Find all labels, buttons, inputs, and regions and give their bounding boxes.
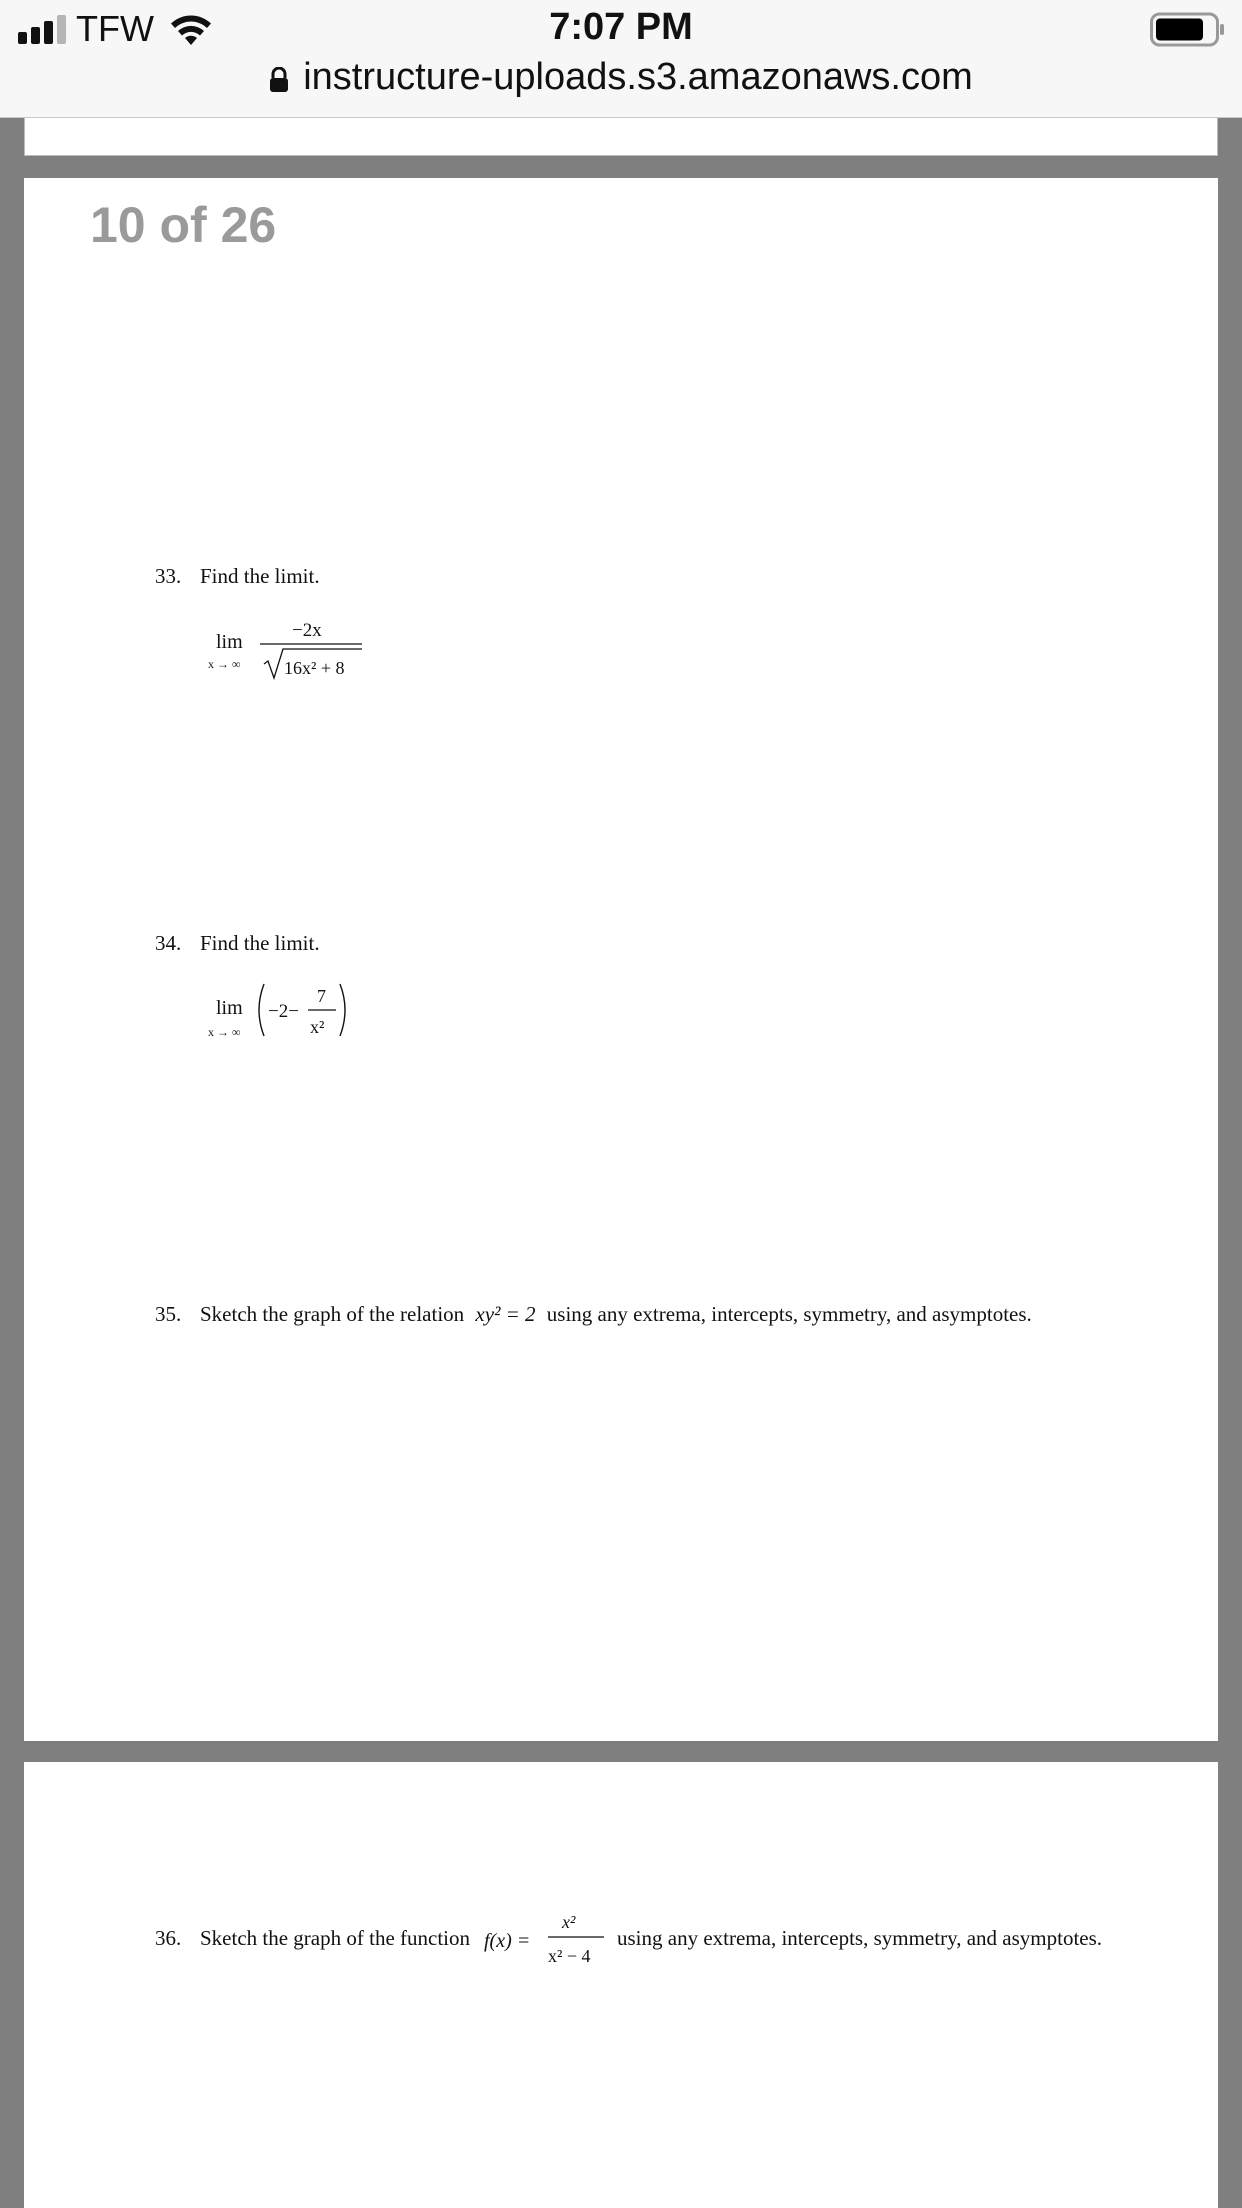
address-bar[interactable] [0,56,1242,103]
document-page [24,178,1218,1741]
lock-icon [269,60,289,103]
q34-lead: −2− [268,1001,299,1022]
question-35-text [200,1302,1032,1327]
q35-text-before: Sketch the graph of the relation [200,1302,465,1326]
url-text[interactable]: instructure-uploads.s3.amazonaws.com [303,56,973,98]
question-34-text: Find the limit. [200,931,320,955]
q33-numerator: −2x [292,620,322,641]
question-34-number: 34. [155,931,182,955]
question-35-number: 35. [155,1302,182,1326]
page-counter: 10 of 26 [90,197,277,253]
q33-radicand: 16x² + 8 [284,658,345,678]
question-33-number: 33. [155,564,182,588]
q34-denominator: x² [310,1017,325,1037]
q34-lim: lim [216,997,243,1019]
q33-lim: lim [216,631,243,653]
question-36-text-after: using any extrema, intercepts, symmetry, and asymptotes. [617,1926,1103,1950]
q35-text-after: using any extrema, intercepts, symmetry, and asymptotes. [546,1302,1032,1326]
q33-sub: x → ∞ [208,657,241,671]
status-bar [0,0,1242,118]
q36-denominator: x² − 4 [548,1946,591,1966]
question-36-number: 36. [155,1926,182,1950]
battery-icon [1150,12,1226,53]
q36-numerator: x² [562,1912,576,1932]
question-34-expression [200,978,360,1051]
previous-page-edge [24,118,1218,156]
carrier-name: TFW [76,8,154,49]
q34-numerator: 7 [317,986,326,1006]
q35-equation: xy² = 2 [475,1302,536,1326]
question-36-text-before: Sketch the graph of the function [200,1926,471,1950]
next-page [24,1762,1218,2208]
clock: 7:07 PM [549,6,693,48]
q36-function-name: f(x) = [484,1930,531,1952]
question-33-expression [200,612,380,691]
question-36-expression [482,1902,612,1979]
q34-sub: x → ∞ [208,1025,241,1039]
question-33-text: Find the limit. [200,564,320,588]
